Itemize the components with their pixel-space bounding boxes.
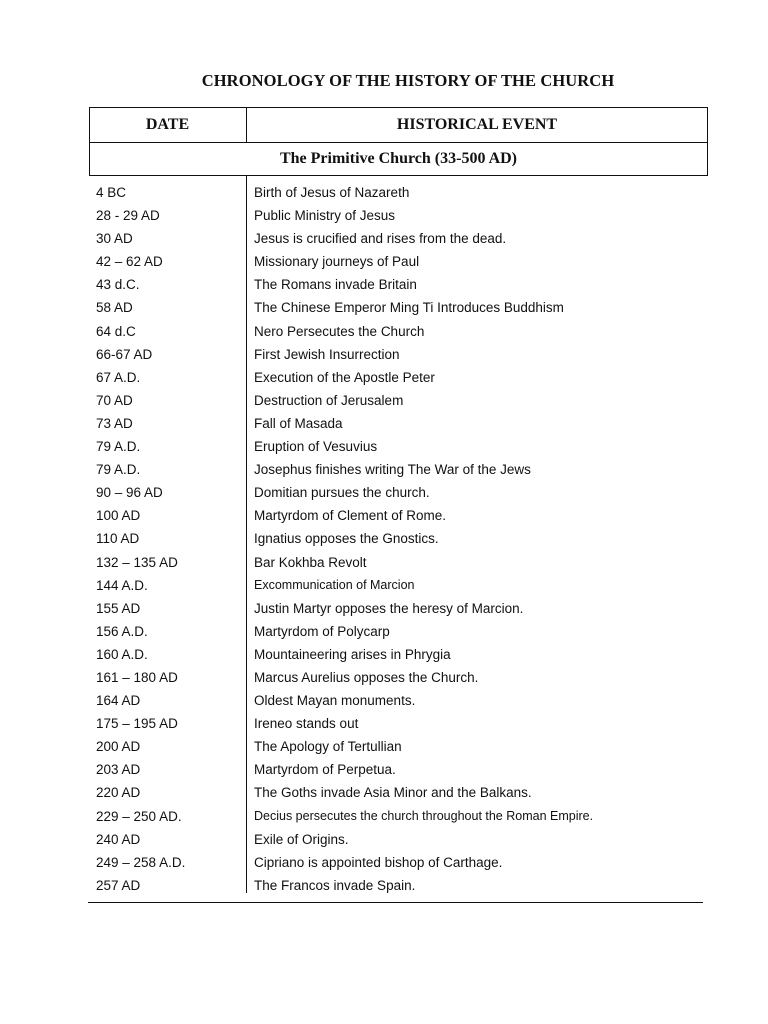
row-event: Martyrdom of Clement of Rome.	[254, 508, 447, 524]
row-date: 160 A.D.	[96, 646, 148, 662]
row-date: 30 AD	[96, 231, 133, 247]
row-date: 220 AD	[96, 785, 141, 801]
row-event: Cipriano is appointed bishop of Carthage.	[254, 854, 503, 870]
row-date: 155 AD	[96, 600, 141, 616]
row-event: Oldest Mayan monuments.	[254, 693, 416, 709]
row-date: 240 AD	[96, 831, 141, 847]
row-event: Ireneo stands out	[254, 716, 359, 732]
section-divider	[89, 175, 708, 176]
row-date: 42 – 62 AD	[96, 254, 163, 270]
table-row	[89, 181, 708, 204]
table-row	[89, 712, 708, 735]
row-date: 161 – 180 AD	[96, 669, 178, 685]
row-event: Marcus Aurelius opposes the Church.	[254, 669, 479, 685]
row-event: Exile of Origins.	[254, 831, 349, 847]
table-row	[89, 851, 708, 874]
page-title: CHRONOLOGY OF THE HISTORY OF THE CHURCH	[201, 71, 615, 90]
row-event: Josephus finishes writing The War of the Jews	[254, 462, 531, 478]
row-date: 66-67 AD	[96, 346, 153, 362]
event-column-header: HISTORICAL EVENT	[396, 116, 558, 133]
row-date: 79 A.D.	[96, 462, 141, 478]
row-event: Fall of Masada	[254, 415, 343, 431]
row-event: Bar Kokhba Revolt	[254, 554, 367, 570]
row-event: The Francos invade Spain.	[254, 877, 416, 893]
chronology-table	[89, 107, 708, 893]
table-row	[89, 574, 708, 597]
table-row	[89, 551, 708, 574]
table-row	[89, 781, 708, 804]
row-event: The Chinese Emperor Ming Ti Introduces Buddhism	[254, 300, 564, 316]
row-date: 70 AD	[96, 392, 133, 408]
row-event: Public Ministry of Jesus	[254, 208, 396, 224]
row-date: 28 - 29 AD	[96, 208, 160, 224]
table-row	[89, 620, 708, 643]
table-row	[89, 412, 708, 435]
table-row	[89, 320, 708, 343]
table-body	[89, 181, 708, 897]
row-date: 110 AD	[96, 531, 140, 547]
row-event: Ignatius opposes the Gnostics.	[254, 531, 439, 547]
table-row	[89, 204, 708, 227]
row-date: 156 A.D.	[96, 623, 148, 639]
row-event: Execution of the Apostle Peter	[254, 369, 435, 385]
table-row	[89, 250, 708, 273]
row-date: 64 d.C	[96, 323, 136, 339]
table-row	[89, 504, 708, 527]
table-row	[89, 389, 708, 412]
row-date: 144 A.D.	[96, 577, 148, 593]
row-event: The Goths invade Asia Minor and the Balkans.	[254, 785, 532, 801]
row-event: Martyrdom of Perpetua.	[254, 762, 396, 778]
table-row	[89, 874, 708, 897]
row-date: 229 – 250 AD.	[96, 808, 182, 824]
row-event: Nero Persecutes the Church	[254, 323, 425, 339]
row-event: Domitian pursues the church.	[254, 485, 430, 501]
table-row	[89, 666, 708, 689]
row-event: Missionary journeys of Paul	[254, 254, 420, 270]
row-event: First Jewish Insurrection	[254, 346, 400, 362]
row-date: 43 d.C.	[96, 277, 140, 293]
row-date: 67 A.D.	[96, 369, 141, 385]
table-row	[89, 689, 708, 712]
row-event: Justin Martyr opposes the heresy of Marcion.	[254, 600, 524, 616]
table-row	[89, 597, 708, 620]
section-heading: The Primitive Church (33-500 AD)	[279, 150, 517, 167]
table-row	[89, 343, 708, 366]
row-date: 100 AD	[96, 508, 141, 524]
table-row	[89, 227, 708, 250]
table-row	[89, 828, 708, 851]
date-column-header: DATE	[145, 116, 190, 133]
row-event: Decius persecutes the church throughout the Roman Empire.	[254, 808, 594, 823]
row-event: Mountaineering arises in Phrygia	[254, 646, 451, 662]
row-date: 200 AD	[96, 739, 141, 755]
table-row	[89, 296, 708, 319]
row-date: 249 – 258 A.D.	[96, 854, 186, 870]
row-event: Jesus is crucified and rises from the dead.	[254, 231, 507, 247]
row-date: 90 – 96 AD	[96, 485, 163, 501]
row-date: 79 A.D.	[96, 439, 141, 455]
table-row	[89, 273, 708, 296]
table-row	[89, 758, 708, 781]
row-event: Birth of Jesus of Nazareth	[254, 185, 410, 200]
table-row	[89, 735, 708, 758]
row-event: Eruption of Vesuvius	[254, 439, 378, 455]
bottom-rule	[88, 902, 703, 903]
table-row	[89, 527, 708, 550]
row-date: 58 AD	[96, 300, 133, 316]
row-event: Excommunication of Marcion	[254, 577, 415, 592]
row-date: 4 BC	[96, 185, 127, 200]
row-event: Destruction of Jerusalem	[254, 392, 404, 408]
row-date: 132 – 135 AD	[96, 554, 178, 570]
row-date: 203 AD	[96, 762, 141, 778]
table-row	[89, 481, 708, 504]
row-event: The Apology of Tertullian	[254, 739, 402, 755]
row-date: 175 – 195 AD	[96, 716, 178, 732]
row-event: The Romans invade Britain	[254, 277, 417, 293]
row-date: 164 AD	[96, 693, 141, 709]
row-date: 73 AD	[96, 415, 133, 431]
table-row	[89, 435, 708, 458]
row-date: 257 AD	[96, 877, 141, 893]
table-row	[89, 458, 708, 481]
table-row	[89, 805, 708, 828]
table-row	[89, 366, 708, 389]
row-event: Martyrdom of Polycarp	[254, 623, 390, 639]
table-row	[89, 643, 708, 666]
